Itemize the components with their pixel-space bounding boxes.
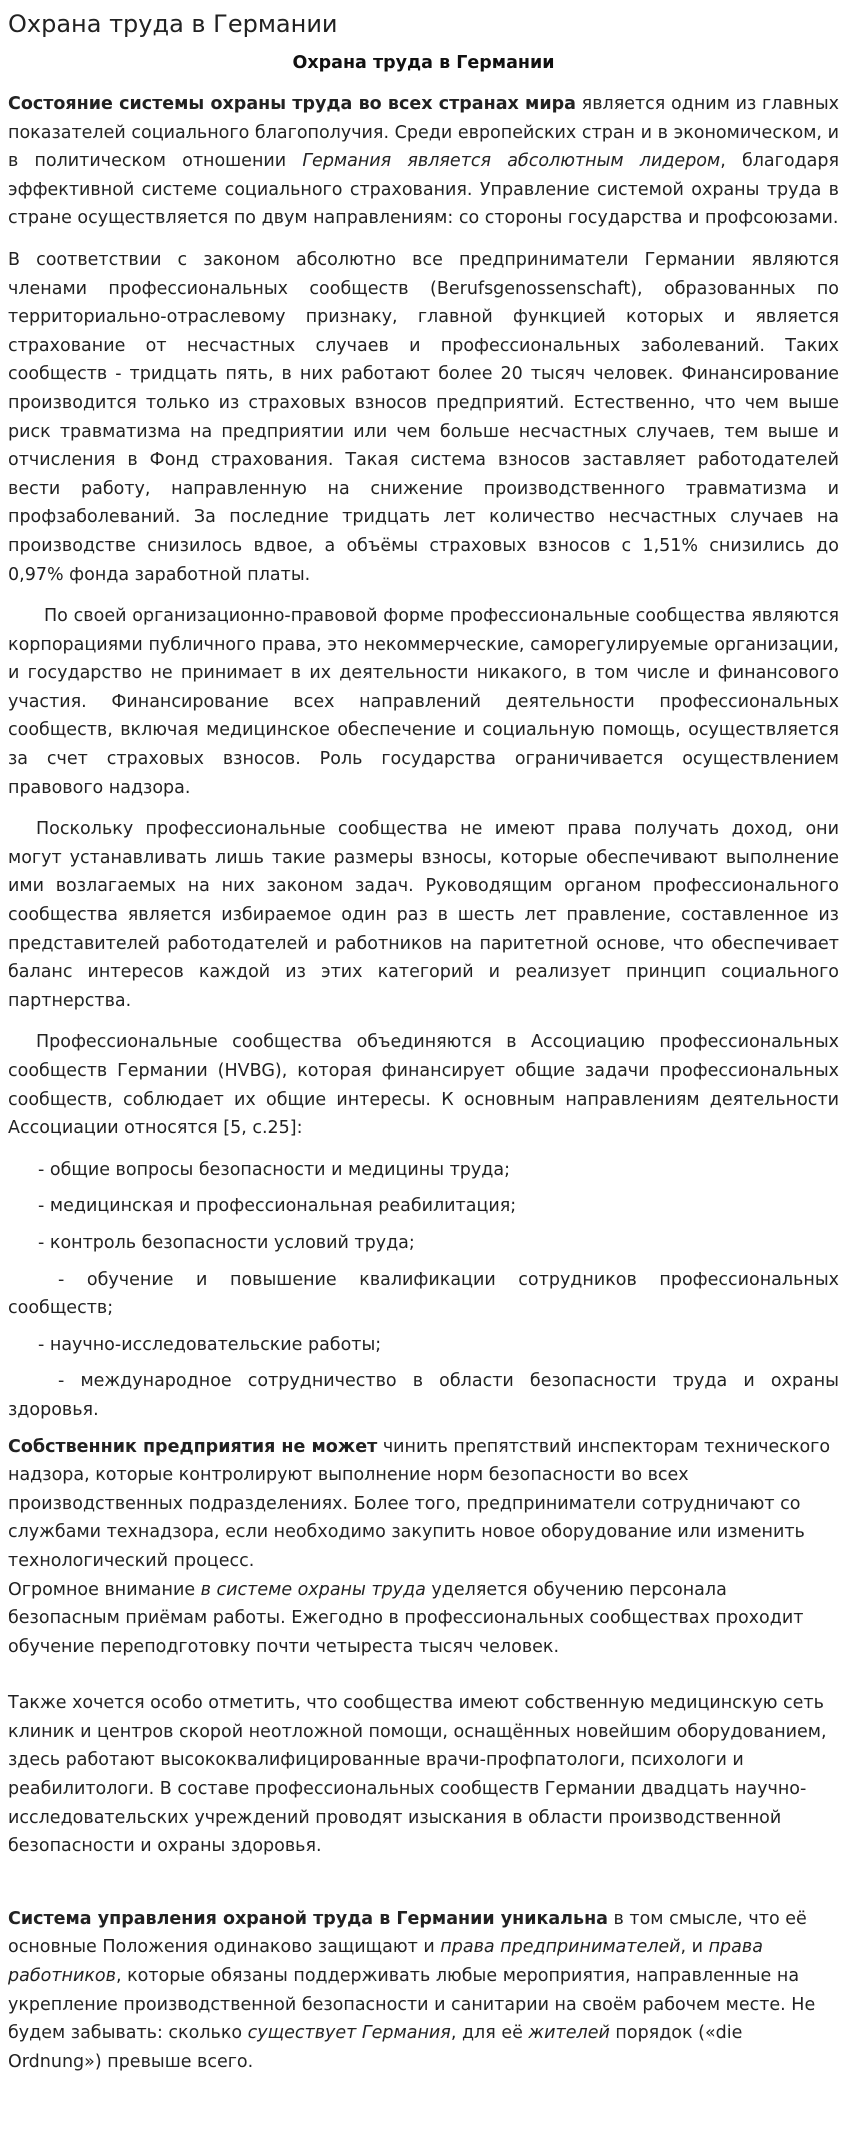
- text-run: , которые обязаны поддерживать любые мероприятия, направленные на укрепление производственной безопасности и санитарии на своём рабочем месте. Не будем забывать: сколько: [8, 1966, 816, 2044]
- text-run: , благодаря эффективной системе социального страхования. Управление системой охраны труда в стране осуществляется по двум направлениям: со стороны государства и профсоюзами.: [8, 151, 840, 229]
- text-run: , для её: [450, 2023, 529, 2044]
- list-item: - медицинская и профессиональная реабилитация;: [38, 1196, 517, 1217]
- bold-phrase: Система управления охраной труда в Германии уникальна: [8, 1908, 608, 1929]
- paragraph-conclusion: [8, 1905, 839, 2077]
- page-heading: Охрана труда в Германии: [8, 10, 338, 38]
- paragraph-legal-form: По своей организационно-правовой форме профессиональные сообщества являются корпорациями публичного права, это некоммерческие, саморегулируемые организации, и государство не принимает в их деятельности никакого, в том числе и финансового участия. Финансирование всех направлений деятельности профессиональных сообществ, включая медицинское обеспечение и социальную помощь, осуществляется за счет страховых взносов. Роль государства ограничивается осуществлением правового надзора.: [8, 606, 839, 798]
- italic-phrase: права предпринимателей: [440, 1937, 681, 1958]
- italic-phrase: в системе охраны труда: [200, 1579, 426, 1600]
- italic-phrase: права работников: [8, 1937, 763, 1987]
- text-run: порядок («die Ordnung») превыше всего.: [8, 2023, 743, 2072]
- list-item: - обучение и повышение квалификации сотрудников профессиональных сообществ;: [8, 1269, 839, 1319]
- text-run: , и: [680, 1937, 709, 1958]
- article-body: [8, 90, 839, 2076]
- list-item: - международное сотрудничество в области безопасности труда и охраны здоровья.: [8, 1371, 839, 1420]
- text-run: Огромное внимание: [8, 1579, 201, 1600]
- paragraph-owner: [8, 1433, 839, 1662]
- list-item: - контроль безопасности условий труда;: [38, 1232, 415, 1253]
- italic-phrase: жителей: [528, 2023, 610, 2044]
- paragraph-governance: Поскольку профессиональные сообщества не имеют права получать доход, они могут устанавливать лишь такие размеры взносы, которые обеспечивают выполнение ими возлагаемых на них законом задач. Руководящим органом профессионального сообщества является избираемое один раз в шесть лет правление, составленное из представителей работодателей и работников на паритетной основе, что обеспечивает баланс интересов каждой из этих категорий и реализует принцип социального партнерства.: [8, 819, 839, 1011]
- paragraph-medical-network: Также хочется особо отметить, что сообщества имеют собственную медицинскую сеть клиник и центров скорой неотложной помощи, оснащённых новейшим оборудованием, здесь работают высококвалифицированные врачи-профпатологи, психологи и реабилитологи. В составе профессиональных сообществ Германии двадцать научно-исследовательских учреждений проводят изыскания в области производственной безопасности и охраны здоровья.: [8, 1693, 827, 1857]
- article-title: Охрана труда в Германии: [292, 53, 555, 73]
- italic-phrase: Германия является абсолютным лидером: [302, 151, 721, 172]
- paragraph-insurance: В соответствии с законом абсолютно все предприниматели Германии являются членами профессиональных сообществ (Berufsgenossenschaft), образованных по территориально-отраслевому признаку, главной функцией которых и является страхование от несчастных случаев и профессиональных заболеваний. Таких сообществ - тридцать пять, в них работают более 20 тысяч человек. Финансирование производится только из страховых взносов предприятий. Естественно, что чем выше риск травматизма на предприятии или чем больше несчастных случаев, тем выше и отчисления в Фонд страхования. Такая система взносов заставляет работодателей вести работу, направленную на снижение производственного травматизма и профзаболеваний. За последние тридцать лет количество несчастных случаев на производстве снизилось вдвое, а объёмы страховых взносов с 1,51% снизились до 0,97% фонда заработной платы.: [8, 249, 839, 585]
- list-item: - научно-исследовательские работы;: [38, 1334, 382, 1355]
- list-item: - общие вопросы безопасности и медицины труда;: [38, 1159, 510, 1180]
- text-run: в том смысле, что её основные Положения одинаково защищают и: [8, 1908, 807, 1958]
- text-run: уделяется обучению персонала безопасным приёмам работы. Ежегодно в профессиональных сообществах проходит обучение переподготовку почти четыреста тысяч человек.: [8, 1579, 804, 1657]
- paragraph-association: Профессиональные сообщества объединяются в Ассоциацию профессиональных сообществ Германии (HVBG), которая финансирует общие задачи профессиональных сообществ, соблюдает их общие интересы. К основным направлениям деятельности Ассоциации относятся [5, с.25]:: [8, 1032, 839, 1139]
- text-run: чинить препятствий инспекторам технического надзора, которые контролируют выполнение норм безопасности во всех производственных подразделениях. Более того, предприниматели сотрудничают со службами технадзора, если необходимо закупить новое оборудование или изменить технологический процесс.: [8, 1436, 831, 1571]
- italic-phrase: существует Германия: [247, 2023, 451, 2044]
- bold-phrase: Состояние системы охраны труда во всех странах мира: [8, 94, 576, 114]
- paragraph-intro: [8, 90, 839, 233]
- bold-phrase: Собственник предприятия не может: [8, 1436, 378, 1457]
- text-run: является одним из главных показателей социального благополучия. Среди европейских стран и в экономическом, и в политическом отношении: [8, 94, 840, 172]
